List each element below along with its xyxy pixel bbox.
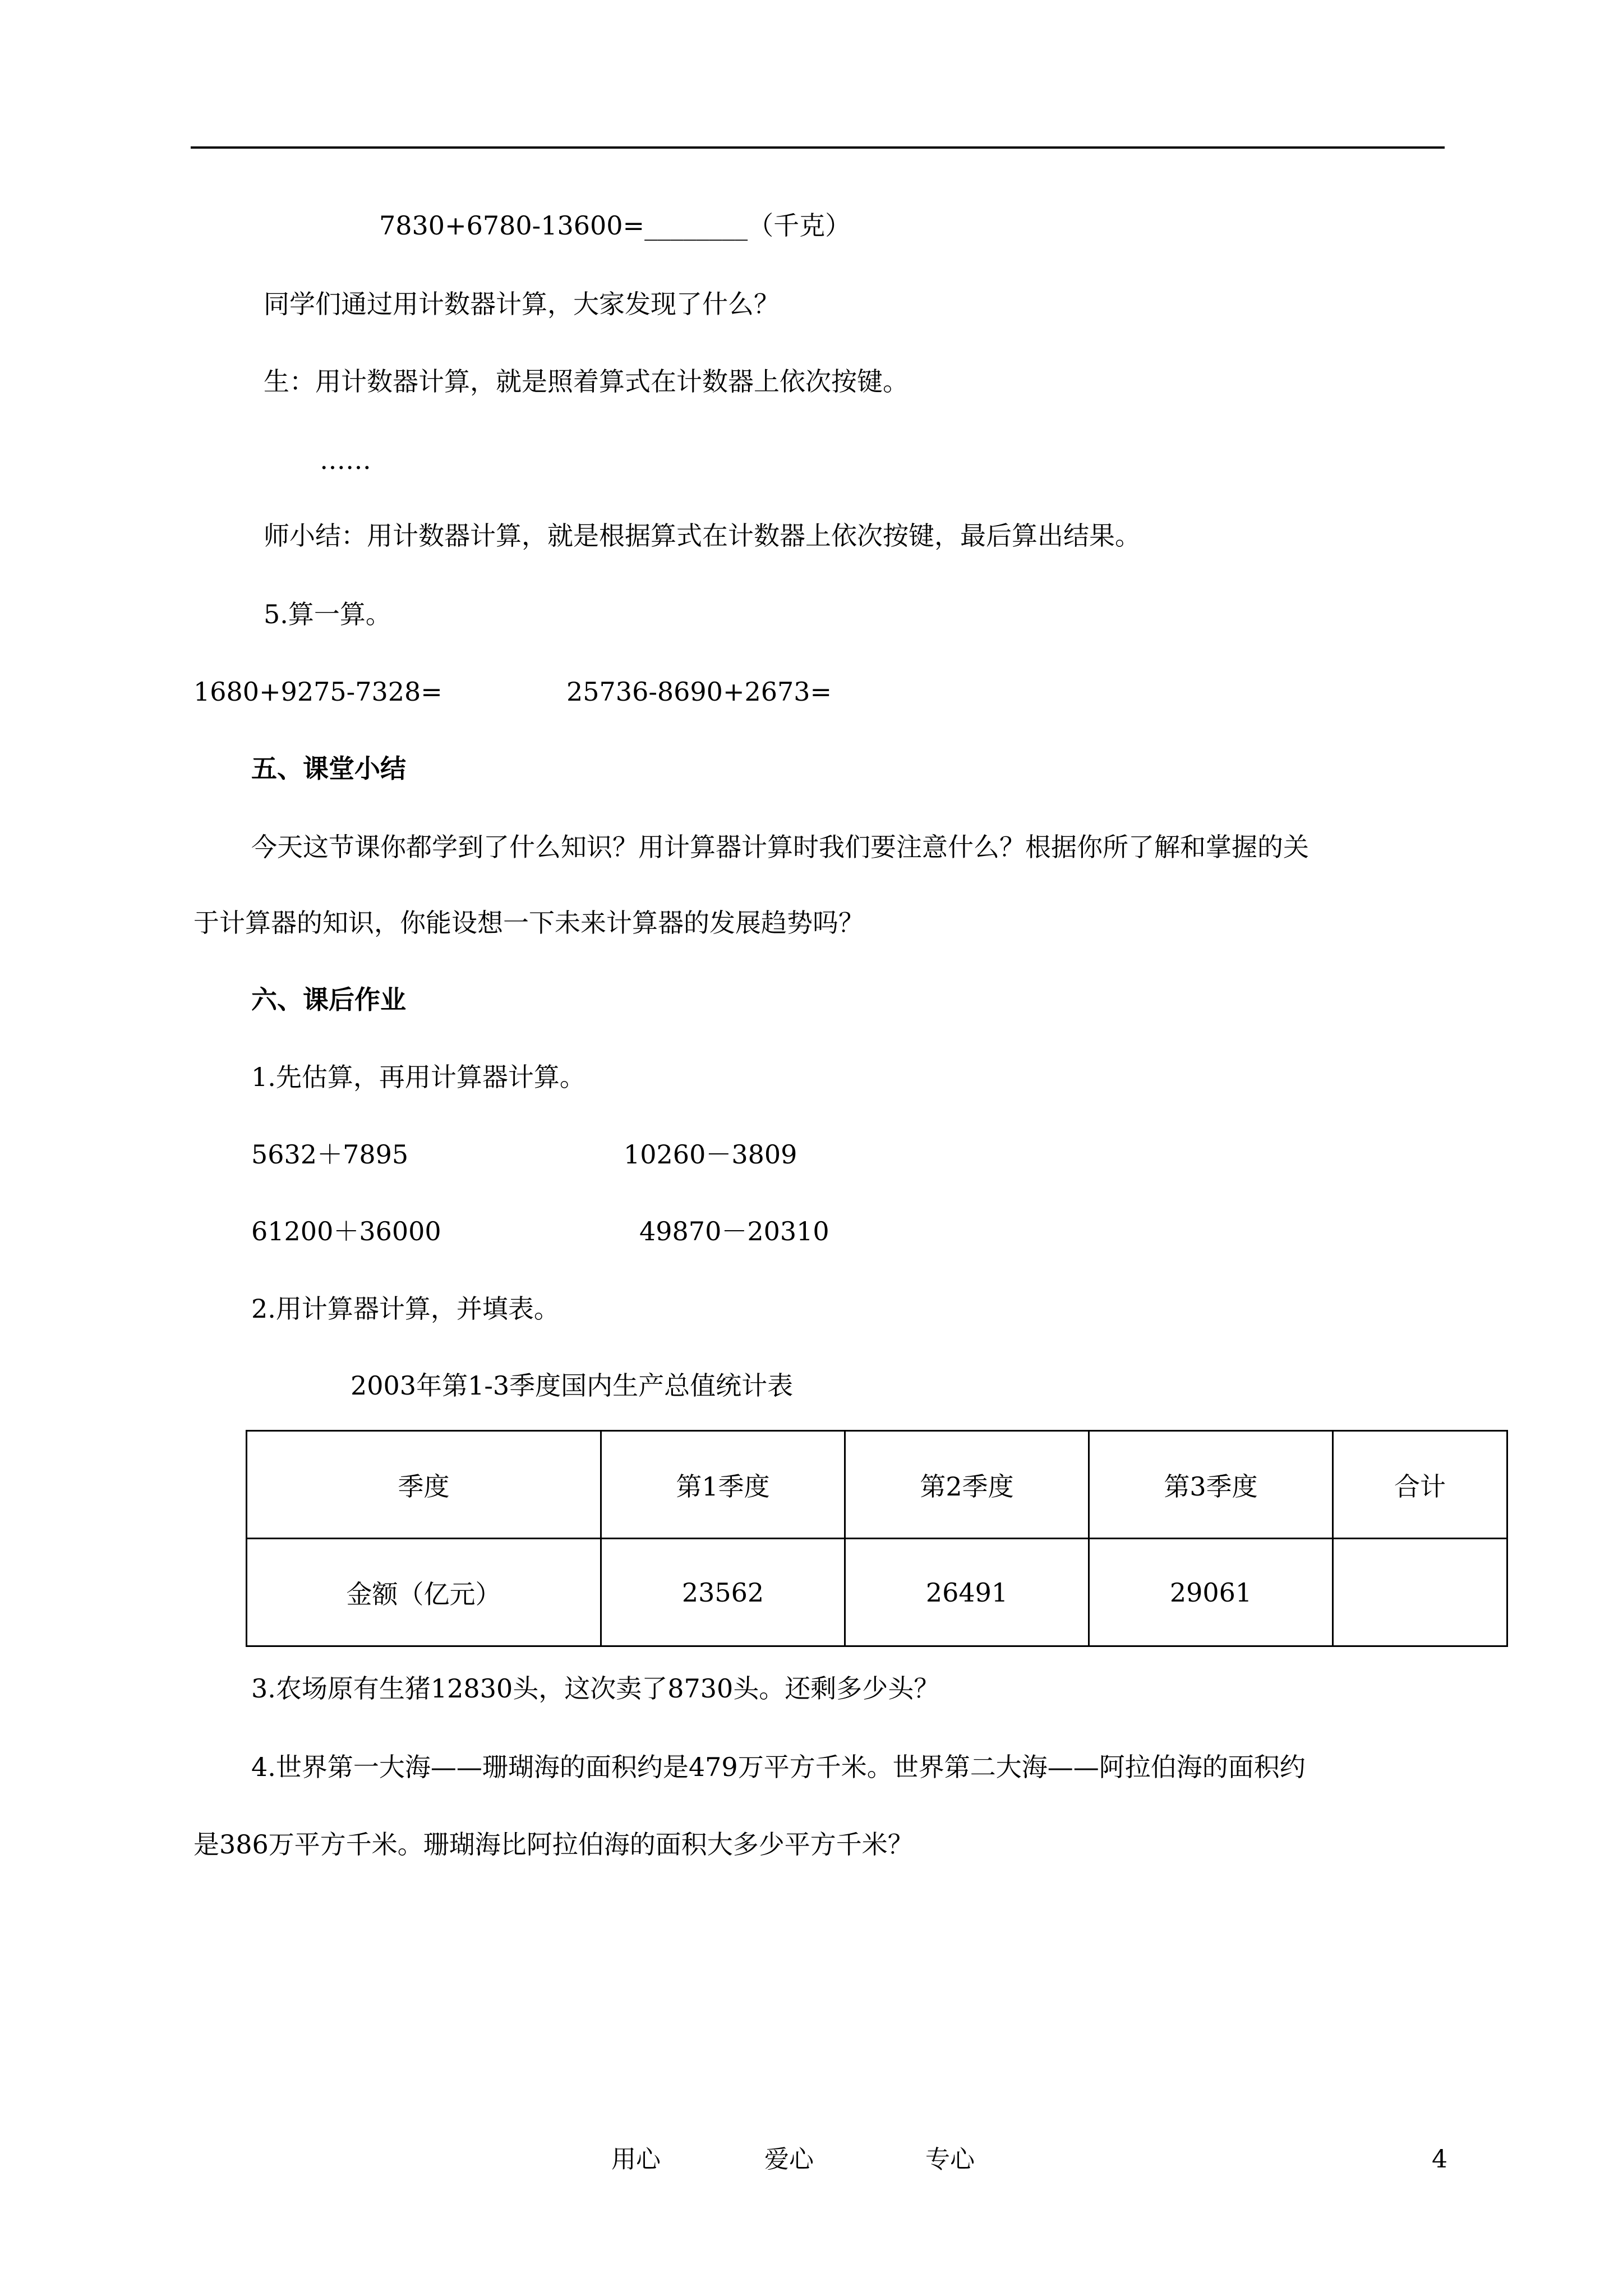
page-number: 4 — [1432, 2145, 1447, 2174]
table-cell: 23562 — [601, 1539, 845, 1646]
table-header-cell: 季度 — [247, 1431, 601, 1539]
student-answer: 生：用计数器计算，就是照着算式在计数器上依次按键。 — [264, 366, 909, 397]
homework1-expression-1: 5632＋7895 — [251, 1139, 409, 1170]
homework1-expression-3: 61200＋36000 — [251, 1216, 441, 1246]
table-header-cell: 第3季度 — [1089, 1431, 1333, 1539]
homework1-expression-2: 10260－3809 — [624, 1139, 797, 1170]
section6-title: 六、课后作业 — [251, 984, 406, 1015]
homework4-line-2: 是386万平方千米。珊瑚海比阿拉伯海的面积大多少平方千米？ — [193, 1829, 914, 1860]
header-rule — [191, 146, 1445, 149]
table-cell: 26491 — [845, 1539, 1089, 1646]
homework3: 3.农场原有生猪12830头，这次卖了8730头。还剩多少头？ — [251, 1673, 940, 1704]
question-text: 同学们通过用计数器计算，大家发现了什么？ — [264, 289, 780, 319]
homework4-line-1: 4.世界第一大海——珊瑚海的面积约是479万平方千米。世界第二大海——阿拉伯海的面积约 — [251, 1752, 1306, 1782]
table-header-cell: 第2季度 — [845, 1431, 1089, 1539]
footer-slogan-3: 专心 — [925, 2145, 975, 2174]
item5-title: 5.算一算。 — [264, 599, 391, 629]
homework1-title: 1.先估算，再用计算器计算。 — [251, 1062, 585, 1092]
table-header-cell: 合计 — [1333, 1431, 1507, 1539]
table-header-cell: 第1季度 — [601, 1431, 845, 1539]
gdp-table — [246, 1430, 1508, 1647]
table-caption: 2003年第1-3季度国内生产总值统计表 — [351, 1370, 794, 1401]
footer-slogan-2: 爱心 — [764, 2145, 814, 2174]
item5-expression-2: 25736-8690+2673= — [566, 677, 832, 707]
footer-slogan-1: 用心 — [611, 2145, 661, 2174]
table-cell: 29061 — [1089, 1539, 1333, 1646]
ellipsis: …… — [320, 445, 371, 475]
formula-line: 7830+6780-13600=________（千克） — [379, 210, 851, 241]
item5-expression-1: 1680+9275-7328= — [193, 677, 442, 707]
section5-title: 五、课堂小结 — [251, 753, 406, 784]
table-cell-total — [1333, 1539, 1507, 1646]
table-row — [247, 1539, 1507, 1646]
homework2-title: 2.用计算器计算，并填表。 — [251, 1294, 560, 1324]
homework1-expression-4: 49870－20310 — [639, 1216, 829, 1246]
section5-paragraph-line-2: 于计算器的知识，你能设想一下未来计算器的发展趋势吗？ — [193, 908, 864, 938]
teacher-summary: 师小结：用计数器计算，就是根据算式在计数器上依次按键，最后算出结果。 — [264, 521, 1141, 551]
section5-paragraph-line-1: 今天这节课你都学到了什么知识？用计算器计算时我们要注意什么？根据你所了解和掌握的关 — [251, 832, 1309, 862]
table-cell: 金额（亿元） — [247, 1539, 601, 1646]
table-header-row — [247, 1431, 1507, 1539]
